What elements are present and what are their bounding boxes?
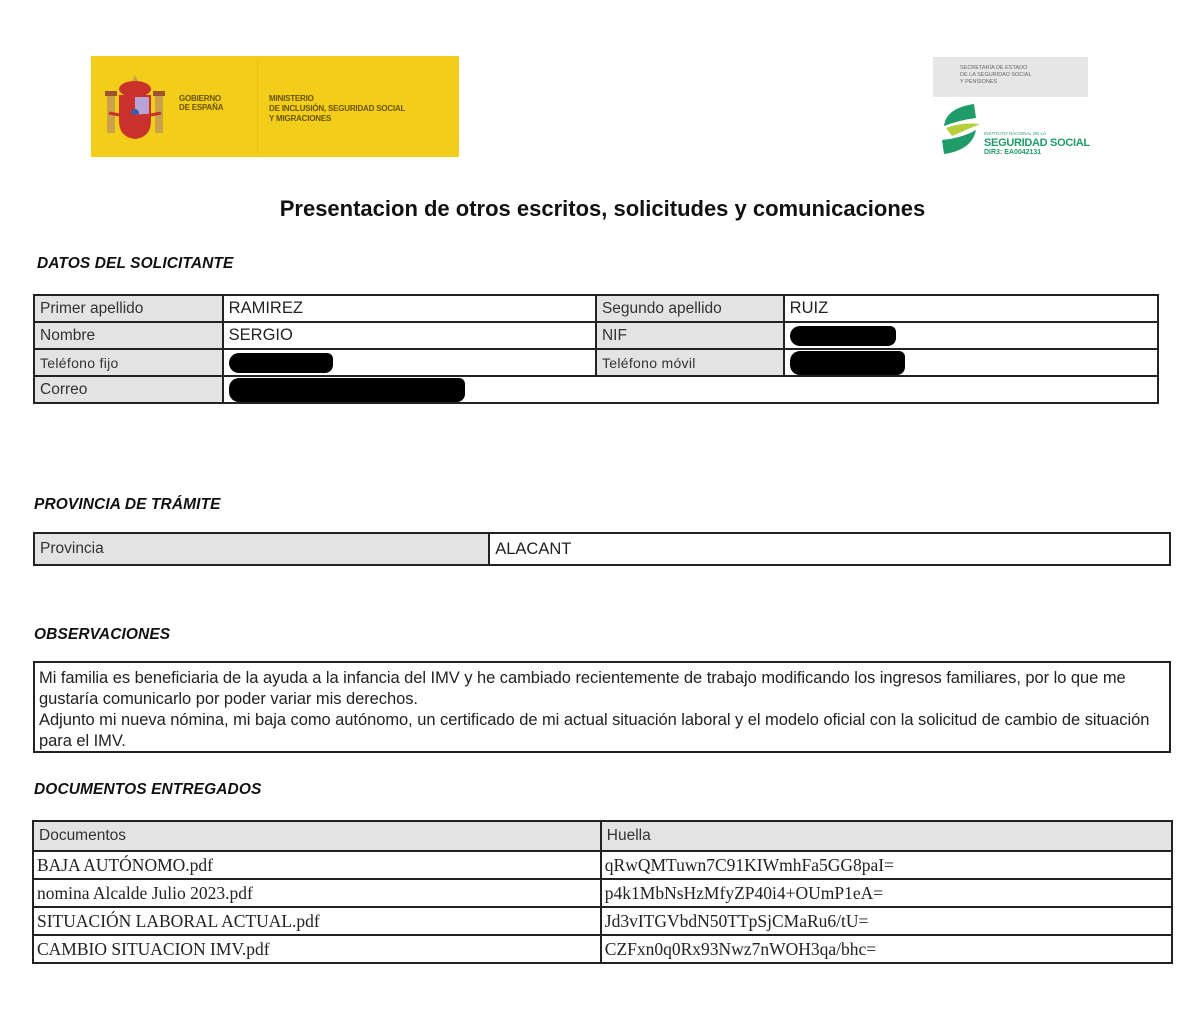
provincia-table <box>33 532 1171 566</box>
label-segundo-apellido: Segundo apellido <box>596 295 784 322</box>
section-heading-provincia: PROVINCIA DE TRÁMITE <box>34 496 221 513</box>
redaction-mark <box>790 326 896 346</box>
documentos-table <box>32 820 1173 964</box>
ministerio-text: MINISTERIO DE INCLUSIÓN, SEGURIDAD SOCIAL Y MIGRACIONES <box>269 94 406 123</box>
table-row <box>34 349 1158 376</box>
document-hash: CZFxn0q0Rx93Nwz7nWOH3qa/bhc= <box>601 935 1172 963</box>
value-primer-apellido: RAMIREZ <box>223 295 596 322</box>
table-header-row <box>33 821 1172 851</box>
value-telefono-fijo <box>223 349 596 376</box>
value-segundo-apellido: RUIZ <box>784 295 1158 322</box>
label-nif: NIF <box>596 322 784 349</box>
document-name: SITUACIÓN LABORAL ACTUAL.pdf <box>33 907 601 935</box>
table-row <box>34 533 1170 565</box>
secretaria-estado-label: SECRETARÍA DE ESTADO DE LA SEGURIDAD SOCIAL Y PENSIONES <box>933 57 1088 97</box>
label-provincia: Provincia <box>34 533 489 565</box>
document-hash: Jd3vITGVbdN50TTpSjCMaRu6/tU= <box>601 907 1172 935</box>
table-row <box>33 851 1172 879</box>
value-nif <box>784 322 1158 349</box>
label-telefono-fijo: Teléfono fijo <box>34 349 223 376</box>
value-provincia: ALACANT <box>489 533 1170 565</box>
column-header-documentos: Documentos <box>33 821 601 851</box>
table-row <box>33 879 1172 907</box>
redaction-mark <box>229 353 333 373</box>
value-correo <box>223 376 1158 403</box>
value-telefono-movil <box>784 349 1158 376</box>
document-hash: qRwQMTuwn7C91KIWmhFa5GG8paI= <box>601 851 1172 879</box>
redaction-mark <box>790 351 905 375</box>
label-primer-apellido: Primer apellido <box>34 295 223 322</box>
label-telefono-movil: Teléfono móvil <box>596 349 784 376</box>
label-correo: Correo <box>34 376 223 403</box>
document-name: nomina Alcalde Julio 2023.pdf <box>33 879 601 907</box>
document-name: BAJA AUTÓNOMO.pdf <box>33 851 601 879</box>
section-heading-solicitante: DATOS DEL SOLICITANTE <box>37 255 234 272</box>
table-row <box>34 295 1158 322</box>
seguridad-social-logo: INSTITUTO NACIONAL DE LA SEGURIDAD SOCIAL DIR3: EA0042131 <box>936 100 1096 160</box>
document-name: CAMBIO SITUACION IMV.pdf <box>33 935 601 963</box>
section-heading-documentos: DOCUMENTOS ENTREGADOS <box>34 781 262 798</box>
gobierno-text: GOBIERNO DE ESPAÑA <box>179 94 224 112</box>
column-header-huella: Huella <box>601 821 1172 851</box>
table-row <box>33 907 1172 935</box>
gobierno-espana-logo <box>91 56 459 157</box>
redaction-mark <box>229 378 465 402</box>
observaciones-box <box>33 661 1171 753</box>
label-nombre: Nombre <box>34 322 223 349</box>
value-nombre: SERGIO <box>223 322 596 349</box>
document-hash: p4k1MbNsHzMfyZP40i4+OUmP1eA= <box>601 879 1172 907</box>
table-row <box>34 322 1158 349</box>
coat-of-arms-icon <box>105 73 165 141</box>
table-row <box>33 935 1172 963</box>
solicitante-table <box>33 294 1159 404</box>
document-title: Presentacion de otros escritos, solicitudes y comunicaciones <box>279 196 926 221</box>
logo-divider <box>257 60 258 153</box>
table-row <box>34 376 1158 403</box>
observaciones-paragraph: Mi familia es beneficiaria de la ayuda a la infancia del IMV y he cambiado recientemente de trabajo modificando los ingresos familiares, por lo que me gustaría comunicarlo por poder variar mis derechos. <box>39 669 1126 708</box>
seguridad-social-s-icon <box>936 100 984 158</box>
observaciones-paragraph: Adjunto mi nueva nómina, mi baja como autónomo, un certificado de mi actual situación laboral y el modelo oficial con la solicitud de cambio de situación para el IMV. <box>39 711 1150 750</box>
section-heading-observaciones: OBSERVACIONES <box>34 626 171 643</box>
